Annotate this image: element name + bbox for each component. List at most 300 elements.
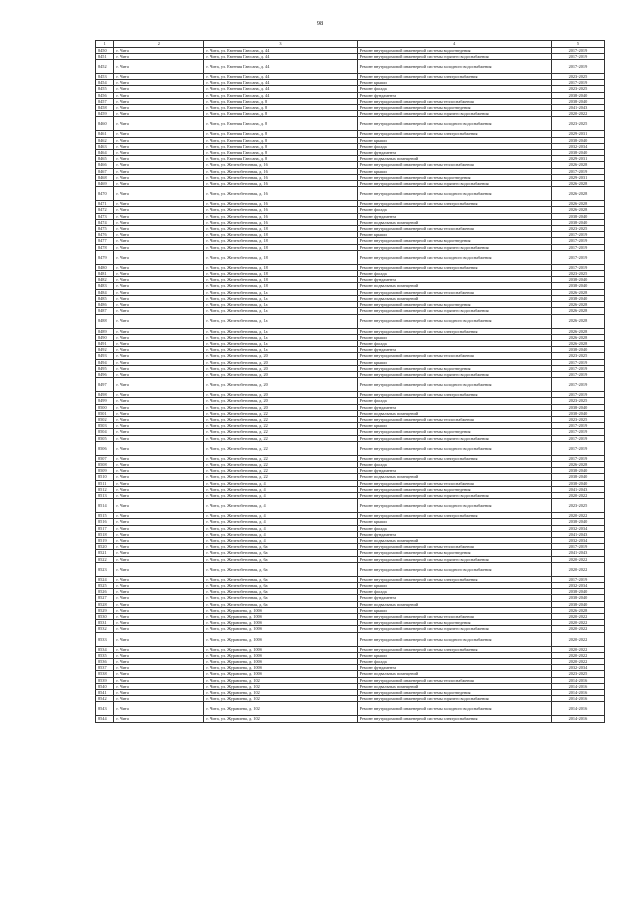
cell-address: г. Чита, ул. Железобетонная, д. 6а [204,556,357,562]
cell-period: 2017-2019 [551,378,604,392]
cell-work-type: Ремонт крыши [357,168,551,174]
cell-municipality: г. Чита [114,716,204,722]
cell-work-type: Ремонт подвальных помещений [357,410,551,416]
cell-address: г. Чита, ул. Журавлева, д. 102 [204,690,357,696]
cell-period: 2026-2028 [551,181,604,187]
cell-work-type: Ремонт фасада [357,589,551,595]
cell-work-type: Ремонт фундамента [357,468,551,474]
cell-row-number: 8472 [96,207,114,213]
cell-period: 2023-2025 [551,398,604,404]
cell-address: г. Чита, ул. Железобетонная, д. 6а [204,595,357,601]
cell-work-type: Ремонт внутридомовой инженерной системы водоотведения [357,429,551,435]
cell-period: 2020-2022 [551,646,604,652]
cell-address: г. Чита, ул. Железобетонная, д. 18 [204,238,357,244]
capital-repair-table [95,40,605,723]
cell-period: 2038-2040 [551,219,604,225]
cell-work-type: Ремонт внутридомовой инженерной системы электроснабжения [357,201,551,207]
cell-period: 2026-2028 [551,207,604,213]
cell-municipality: г. Чита [114,74,204,80]
cell-municipality: г. Чита [114,423,204,429]
cell-address: г. Чита, ул. Железобетонная, д. 16 [204,207,357,213]
cell-municipality: г. Чита [114,213,204,219]
cell-period: 2017-2019 [551,365,604,371]
cell-work-type: Ремонт крыши [357,607,551,613]
cell-work-type: Ремонт внутридомовой инженерной системы холодного водоснабжения [357,378,551,392]
cell-work-type: Ремонт внутридомовой инженерной системы электроснабжения [357,264,551,270]
cell-row-number: 8505 [96,435,114,441]
cell-work-type: Ремонт внутридомовой инженерной системы горячего водоснабжения [357,556,551,562]
cell-row-number: 8490 [96,334,114,340]
cell-work-type: Ремонт внутридомовой инженерной системы холодного водоснабжения [357,117,551,131]
cell-municipality: г. Чита [114,365,204,371]
cell-address: г. Чита, ул. Евгения Гаюсана, д. 44 [204,60,357,74]
cell-row-number: 8541 [96,690,114,696]
cell-row-number: 8457 [96,98,114,104]
cell-row-number: 8502 [96,416,114,422]
cell-row-number: 8483 [96,283,114,289]
header-cell-address: 3 [204,41,357,48]
table-row [96,702,605,716]
cell-period: 2032-2034 [551,525,604,531]
cell-period: 2014-2016 [551,696,604,702]
cell-municipality: г. Чита [114,652,204,658]
cell-address: г. Чита, ул. Железобетонная, д. 18 [204,271,357,277]
cell-municipality: г. Чита [114,486,204,492]
cell-work-type: Ремонт внутридомовой инженерной системы электроснабжения [357,716,551,722]
cell-work-type: Ремонт внутридомовой инженерной системы водоотведения [357,174,551,180]
cell-municipality: г. Чита [114,328,204,334]
cell-work-type: Ремонт внутридомовой инженерной системы горячего водоснабжения [357,696,551,702]
cell-municipality: г. Чита [114,696,204,702]
cell-period: 2038-2040 [551,410,604,416]
cell-period: 2014-2016 [551,683,604,689]
cell-address: г. Чита, ул. Евгения Гаюсана, д. 8 [204,105,357,111]
cell-municipality: г. Чита [114,398,204,404]
cell-row-number: 8458 [96,105,114,111]
cell-period: 2017-2019 [551,371,604,377]
cell-address: г. Чита, ул. Железобетонная, д. 20 [204,359,357,365]
cell-row-number: 8497 [96,378,114,392]
cell-municipality: г. Чита [114,250,204,264]
cell-address: г. Чита, ул. Евгения Гаюсана, д. 8 [204,137,357,143]
cell-row-number: 8508 [96,461,114,467]
cell-row-number: 8537 [96,665,114,671]
cell-row-number: 8525 [96,583,114,589]
cell-period: 2041-2043 [551,531,604,537]
cell-address: г. Чита, ул. Журавлева, д. 100б [204,632,357,646]
cell-row-number: 8484 [96,289,114,295]
cell-work-type: Ремонт внутридомовой инженерной системы электроснабжения [357,576,551,582]
cell-municipality: г. Чита [114,416,204,422]
cell-address: г. Чита, ул. Евгения Гаюсана, д. 44 [204,92,357,98]
cell-row-number: 8493 [96,353,114,359]
cell-row-number: 8504 [96,429,114,435]
cell-work-type: Ремонт подвальных помещений [357,671,551,677]
cell-municipality: г. Чита [114,562,204,576]
cell-municipality: г. Чита [114,207,204,213]
cell-work-type: Ремонт внутридомовой инженерной системы электроснабжения [357,455,551,461]
cell-period: 2038-2040 [551,404,604,410]
cell-address: г. Чита, ул. Железобетонная, д. 16 [204,168,357,174]
cell-period: 2017-2019 [551,359,604,365]
cell-work-type: Ремонт внутридомовой инженерной системы теплоснабжения [357,480,551,486]
cell-row-number: 8460 [96,117,114,131]
cell-work-type: Ремонт внутридомовой инженерной системы теплоснабжения [357,226,551,232]
cell-work-type: Ремонт внутридомовой инженерной системы теплоснабжения [357,544,551,550]
cell-address: г. Чита, ул. Журавлева, д. 102 [204,702,357,716]
cell-period: 2041-2043 [551,105,604,111]
cell-municipality: г. Чита [114,232,204,238]
cell-municipality: г. Чита [114,47,204,53]
cell-period: 2017-2019 [551,244,604,250]
cell-municipality: г. Чита [114,429,204,435]
cell-address: г. Чита, ул. Евгения Гаюсана, д. 44 [204,53,357,59]
cell-period: 2038-2040 [551,283,604,289]
cell-row-number: 8492 [96,347,114,353]
cell-work-type: Ремонт подвальных помещений [357,295,551,301]
cell-address: г. Чита, ул. Железобетонная, д. 18 [204,283,357,289]
cell-municipality: г. Чита [114,410,204,416]
cell-address: г. Чита, ул. Журавлева, д. 100б [204,659,357,665]
cell-municipality: г. Чита [114,544,204,550]
cell-address: г. Чита, ул. Журавлева, д. 100б [204,620,357,626]
cell-row-number: 8468 [96,174,114,180]
cell-work-type: Ремонт крыши [357,334,551,340]
cell-work-type: Ремонт крыши [357,359,551,365]
cell-address: г. Чита, ул. Железобетонная, д. 16 [204,162,357,168]
cell-address: г. Чита, ул. Железобетонная, д. 18 [204,244,357,250]
cell-period: 2023-2025 [551,74,604,80]
cell-period: 2038-2040 [551,295,604,301]
cell-work-type: Ремонт внутридомовой инженерной системы электроснабжения [357,513,551,519]
cell-row-number: 8521 [96,550,114,556]
cell-address: г. Чита, ул. Железобетонная, д. 16 [204,181,357,187]
cell-address: г. Чита, ул. Железобетонная, д. 4 [204,513,357,519]
cell-municipality: г. Чита [114,150,204,156]
cell-work-type: Ремонт внутридомовой инженерной системы теплоснабжения [357,677,551,683]
header-cell-number: 1 [96,41,114,48]
cell-work-type: Ремонт фундамента [357,665,551,671]
cell-address: г. Чита, ул. Журавлева, д. 100б [204,607,357,613]
cell-address: г. Чита, ул. Журавлева, д. 100б [204,665,357,671]
cell-work-type: Ремонт внутридомовой инженерной системы холодного водоснабжения [357,632,551,646]
cell-address: г. Чита, ул. Журавлева, д. 102 [204,683,357,689]
cell-municipality: г. Чита [114,646,204,652]
cell-period: 2017-2019 [551,576,604,582]
cell-work-type: Ремонт внутридомовой инженерной системы горячего водоснабжения [357,308,551,314]
cell-work-type: Ремонт внутридомовой инженерной системы электроснабжения [357,328,551,334]
cell-row-number: 8507 [96,455,114,461]
table-row [96,187,605,201]
cell-work-type: Ремонт внутридомовой инженерной системы горячего водоснабжения [357,181,551,187]
cell-address: г. Чита, ул. Железобетонная, д. 18 [204,277,357,283]
cell-period: 2017-2019 [551,392,604,398]
table-row [96,441,605,455]
cell-municipality: г. Чита [114,295,204,301]
cell-row-number: 8467 [96,168,114,174]
cell-municipality: г. Чита [114,690,204,696]
cell-row-number: 8479 [96,250,114,264]
header-row [96,41,605,48]
cell-period: 2026-2028 [551,607,604,613]
cell-row-number: 8459 [96,111,114,117]
cell-work-type: Ремонт внутридомовой инженерной системы холодного водоснабжения [357,441,551,455]
cell-period: 2020-2022 [551,659,604,665]
cell-municipality: г. Чита [114,474,204,480]
cell-row-number: 8518 [96,531,114,537]
cell-row-number: 8455 [96,86,114,92]
cell-municipality: г. Чита [114,277,204,283]
cell-municipality: г. Чита [114,156,204,162]
cell-work-type: Ремонт внутридомовой инженерной системы горячего водоснабжения [357,435,551,441]
cell-work-type: Ремонт внутридомовой инженерной системы теплоснабжения [357,614,551,620]
cell-municipality: г. Чита [114,174,204,180]
cell-address: г. Чита, ул. Железобетонная, д. 20 [204,371,357,377]
cell-period: 2026-2028 [551,328,604,334]
table-row [96,378,605,392]
cell-address: г. Чита, ул. Железобетонная, д. 20 [204,392,357,398]
cell-row-number: 8465 [96,156,114,162]
cell-work-type: Ремонт внутридомовой инженерной системы холодного водоснабжения [357,702,551,716]
cell-municipality: г. Чита [114,392,204,398]
cell-work-type: Ремонт внутридомовой инженерной системы водоотведения [357,550,551,556]
cell-period: 2038-2040 [551,92,604,98]
cell-period: 2026-2028 [551,162,604,168]
cell-row-number: 8452 [96,60,114,74]
cell-address: г. Чита, ул. Железобетонная, д. 20 [204,353,357,359]
cell-work-type: Ремонт фасада [357,207,551,213]
cell-period: 2020-2022 [551,556,604,562]
cell-municipality: г. Чита [114,201,204,207]
cell-work-type: Ремонт подвальных помещений [357,683,551,689]
cell-municipality: г. Чита [114,314,204,328]
cell-period: 2038-2040 [551,589,604,595]
cell-address: г. Чита, ул. Железобетонная, д. 22 [204,429,357,435]
cell-municipality: г. Чита [114,519,204,525]
cell-address: г. Чита, ул. Журавлева, д. 102 [204,716,357,722]
cell-municipality: г. Чита [114,659,204,665]
cell-municipality: г. Чита [114,702,204,716]
cell-municipality: г. Чита [114,525,204,531]
cell-period: 2026-2028 [551,334,604,340]
cell-address: г. Чита, ул. Евгения Гаюсана, д. 8 [204,111,357,117]
cell-work-type: Ремонт фундамента [357,531,551,537]
cell-address: г. Чита, ул. Железобетонная, д. 4 [204,499,357,513]
cell-address: г. Чита, ул. Железобетонная, д. 20 [204,398,357,404]
cell-municipality: г. Чита [114,283,204,289]
cell-period: 2020-2022 [551,632,604,646]
cell-address: г. Чита, ул. Журавлева, д. 102 [204,677,357,683]
cell-address: г. Чита, ул. Железобетонная, д. 18 [204,250,357,264]
cell-row-number: 8488 [96,314,114,328]
cell-row-number: 8456 [96,92,114,98]
cell-work-type: Ремонт внутридомовой инженерной системы водоотведения [357,47,551,53]
cell-municipality: г. Чита [114,620,204,626]
cell-period: 2020-2022 [551,562,604,576]
cell-row-number: 8461 [96,131,114,137]
cell-address: г. Чита, ул. Железобетонная, д. 1а [204,302,357,308]
cell-period: 2026-2028 [551,340,604,346]
cell-row-number: 8466 [96,162,114,168]
cell-address: г. Чита, ул. Железобетонная, д. 22 [204,455,357,461]
cell-address: г. Чита, ул. Журавлева, д. 100б [204,652,357,658]
cell-municipality: г. Чита [114,537,204,543]
cell-period: 2017-2019 [551,455,604,461]
cell-row-number: 8496 [96,371,114,377]
cell-period: 2014-2016 [551,677,604,683]
cell-row-number: 8475 [96,226,114,232]
header-cell-municipality: 2 [114,41,204,48]
cell-address: г. Чита, ул. Железобетонная, д. 4 [204,486,357,492]
cell-period: 2017-2019 [551,47,604,53]
cell-municipality: г. Чита [114,86,204,92]
cell-work-type: Ремонт подвальных помещений [357,601,551,607]
cell-period: 2023-2025 [551,86,604,92]
cell-municipality: г. Чита [114,98,204,104]
cell-address: г. Чита, ул. Журавлева, д. 100б [204,614,357,620]
cell-period: 2017-2019 [551,238,604,244]
cell-municipality: г. Чита [114,308,204,314]
cell-row-number: 8463 [96,143,114,149]
cell-row-number: 8450 [96,47,114,53]
cell-period: 2017-2019 [551,232,604,238]
cell-address: г. Чита, ул. Евгения Гаюсана, д. 44 [204,80,357,86]
cell-municipality: г. Чита [114,340,204,346]
cell-address: г. Чита, ул. Железобетонная, д. 16 [204,174,357,180]
cell-work-type: Ремонт подвальных помещений [357,474,551,480]
cell-period: 2032-2034 [551,537,604,543]
cell-row-number: 8469 [96,181,114,187]
cell-work-type: Ремонт подвальных помещений [357,283,551,289]
cell-row-number: 8528 [96,601,114,607]
cell-row-number: 8477 [96,238,114,244]
cell-address: г. Чита, ул. Железобетонная, д. 16 [204,219,357,225]
cell-address: г. Чита, ул. Железобетонная, д. 1а [204,334,357,340]
cell-address: г. Чита, ул. Евгения Гаюсана, д. 44 [204,86,357,92]
cell-work-type: Ремонт крыши [357,232,551,238]
cell-work-type: Ремонт фундамента [357,213,551,219]
cell-municipality: г. Чита [114,499,204,513]
cell-municipality: г. Чита [114,353,204,359]
cell-municipality: г. Чита [114,435,204,441]
cell-work-type: Ремонт фасада [357,461,551,467]
cell-work-type: Ремонт внутридомовой инженерной системы теплоснабжения [357,353,551,359]
cell-address: г. Чита, ул. Железобетонная, д. 1а [204,314,357,328]
cell-work-type: Ремонт внутридомовой инженерной системы холодного водоснабжения [357,187,551,201]
cell-address: г. Чита, ул. Железобетонная, д. 4 [204,519,357,525]
cell-work-type: Ремонт внутридомовой инженерной системы водоотведения [357,238,551,244]
cell-municipality: г. Чита [114,556,204,562]
cell-period: 2026-2028 [551,461,604,467]
cell-row-number: 8520 [96,544,114,550]
cell-period: 2017-2019 [551,544,604,550]
cell-municipality: г. Чита [114,168,204,174]
table-row [96,562,605,576]
cell-row-number: 8499 [96,398,114,404]
cell-period: 2038-2040 [551,98,604,104]
cell-municipality: г. Чита [114,378,204,392]
cell-work-type: Ремонт крыши [357,519,551,525]
cell-row-number: 8462 [96,137,114,143]
cell-work-type: Ремонт внутридомовой инженерной системы электроснабжения [357,646,551,652]
cell-period: 2023-2025 [551,499,604,513]
cell-work-type: Ремонт внутридомовой инженерной системы горячего водоснабжения [357,626,551,632]
cell-row-number: 8542 [96,696,114,702]
cell-row-number: 8535 [96,652,114,658]
cell-address: г. Чита, ул. Железобетонная, д. 22 [204,468,357,474]
table-row [96,250,605,264]
cell-municipality: г. Чита [114,531,204,537]
cell-address: г. Чита, ул. Железобетонная, д. 16 [204,187,357,201]
cell-municipality: г. Чита [114,105,204,111]
cell-work-type: Ремонт фасада [357,659,551,665]
table-row [96,314,605,328]
cell-period: 2014-2016 [551,690,604,696]
cell-address: г. Чита, ул. Евгения Гаюсана, д. 8 [204,156,357,162]
cell-period: 2026-2028 [551,187,604,201]
cell-period: 2017-2019 [551,435,604,441]
cell-address: г. Чита, ул. Железобетонная, д. 4 [204,480,357,486]
cell-municipality: г. Чита [114,80,204,86]
cell-work-type: Ремонт внутридомовой инженерной системы водоотведения [357,302,551,308]
cell-row-number: 8530 [96,614,114,620]
cell-row-number: 8534 [96,646,114,652]
table-row [96,716,605,722]
cell-municipality: г. Чита [114,371,204,377]
cell-row-number: 8489 [96,328,114,334]
cell-address: г. Чита, ул. Железобетонная, д. 1а [204,328,357,334]
cell-period: 2023-2025 [551,416,604,422]
cell-address: г. Чита, ул. Журавлева, д. 100б [204,626,357,632]
cell-work-type: Ремонт внутридомовой инженерной системы электроснабжения [357,131,551,137]
cell-period: 2020-2022 [551,652,604,658]
header-cell-work-type: 4 [357,41,551,48]
cell-address: г. Чита, ул. Железобетонная, д. 6а [204,576,357,582]
cell-municipality: г. Чита [114,480,204,486]
cell-work-type: Ремонт внутридомовой инженерной системы холодного водоснабжения [357,250,551,264]
cell-address: г. Чита, ул. Железобетонная, д. 22 [204,423,357,429]
cell-period: 2029-2031 [551,174,604,180]
cell-address: г. Чита, ул. Железобетонная, д. 22 [204,441,357,455]
cell-work-type: Ремонт фундамента [357,595,551,601]
cell-period: 2014-2016 [551,716,604,722]
cell-address: г. Чита, ул. Евгения Гаюсана, д. 8 [204,117,357,131]
cell-municipality: г. Чита [114,244,204,250]
cell-period: 2026-2028 [551,302,604,308]
cell-row-number: 8500 [96,404,114,410]
cell-municipality: г. Чита [114,111,204,117]
cell-address: г. Чита, ул. Железобетонная, д. 1а [204,295,357,301]
cell-period: 2023-2025 [551,353,604,359]
cell-municipality: г. Чита [114,181,204,187]
cell-work-type: Ремонт фундамента [357,92,551,98]
cell-address: г. Чита, ул. Евгения Гаюсана, д. 8 [204,150,357,156]
cell-municipality: г. Чита [114,289,204,295]
cell-address: г. Чита, ул. Железобетонная, д. 16 [204,201,357,207]
cell-work-type: Ремонт фасада [357,86,551,92]
cell-work-type: Ремонт внутридомовой инженерной системы водоотведения [357,486,551,492]
table-row [96,60,605,74]
cell-row-number: 8529 [96,607,114,613]
cell-row-number: 8533 [96,632,114,646]
cell-municipality: г. Чита [114,347,204,353]
cell-municipality: г. Чита [114,302,204,308]
cell-row-number: 8454 [96,80,114,86]
cell-address: г. Чита, ул. Железобетонная, д. 22 [204,410,357,416]
cell-period: 2029-2031 [551,156,604,162]
cell-address: г. Чита, ул. Евгения Гаюсана, д. 44 [204,74,357,80]
cell-municipality: г. Чита [114,271,204,277]
